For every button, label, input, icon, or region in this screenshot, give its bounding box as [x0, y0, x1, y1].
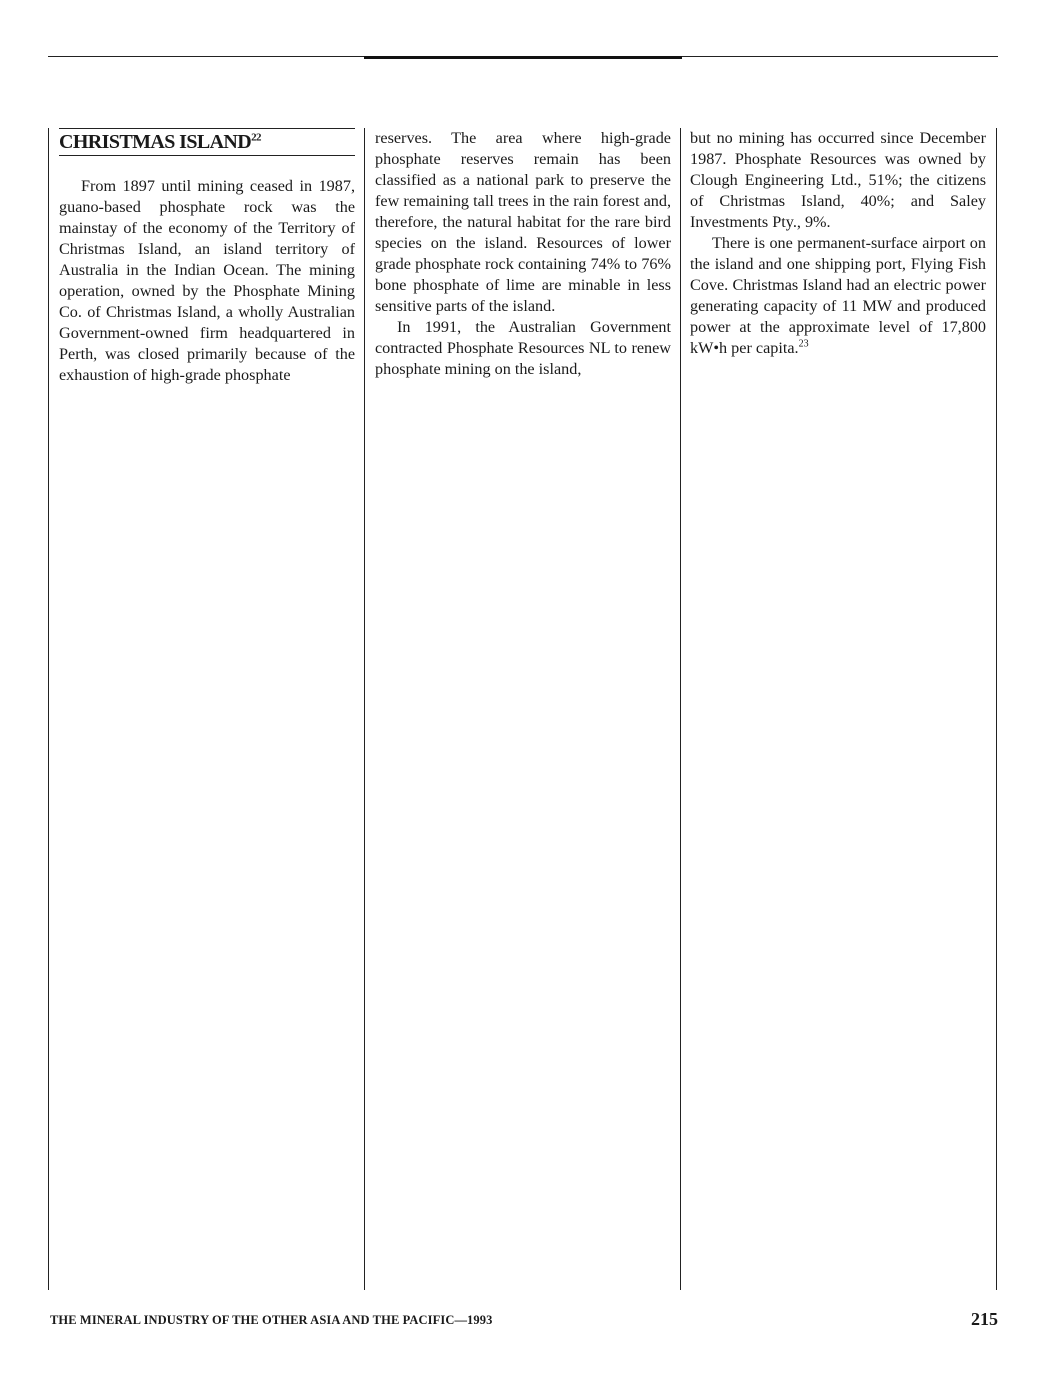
paragraph-text: There is one permanent-surface airport on the island and one shipping port, Flying Fish Cove. Christmas Island had an electric power generating capacity of 11 MW and produced power at the approximate level of 17,800 kW•h per capita.	[690, 234, 986, 357]
text-column-1	[59, 128, 355, 386]
paragraph: reserves. The area where high-grade phosphate reserves remain has been classified as a national park to preserve the few remaining tall trees in the rain forest and, therefore, the natural habitat for the rare bird species on the island. Resources of lower grade phosphate rock containing 74% to 76% bone phosphate of lime are minable in less sensitive parts of the island.	[375, 129, 671, 315]
column-divider-left	[48, 128, 49, 1290]
paragraph	[690, 233, 986, 359]
text-column-2	[375, 128, 671, 380]
column-divider-1	[364, 128, 365, 1290]
section-heading-text: CHRISTMAS ISLAND	[59, 131, 252, 153]
section-heading-box	[59, 128, 355, 156]
paragraph: but no mining has occurred since December 1987. Phosphate Resources was owned by Clough Engineering Ltd., 51%; the citizens of Christmas Island, 40%; and Saley Investments Pty., 9%.	[690, 129, 986, 231]
footer-title: THE MINERAL INDUSTRY OF THE OTHER ASIA AND THE PACIFIC—1993	[50, 1313, 493, 1327]
top-rule-accent	[364, 56, 682, 59]
section-heading	[59, 131, 261, 153]
column-divider-right	[996, 128, 997, 1290]
text-column-3	[690, 128, 986, 359]
page-number: 215	[971, 1309, 998, 1329]
paragraph: From 1897 until mining ceased in 1987, guano-based phosphate rock was the mainstay of the economy of the Territory of Christmas Island, an island territory of Australia in the Indian Ocean. The mining operation, owned by the Phosphate Mining Co. of Christmas Island, a wholly Australian Government-owned firm headquartered in Perth, was closed primarily because of the exhaustion of high-grade phosphate	[59, 177, 355, 384]
paragraph: In 1991, the Australian Government contracted Phosphate Resources NL to renew phosphate mining on the island,	[375, 318, 671, 378]
column-divider-2	[680, 128, 681, 1290]
footnote-ref: 23	[798, 338, 809, 350]
heading-footnote-ref: 22	[251, 131, 261, 144]
